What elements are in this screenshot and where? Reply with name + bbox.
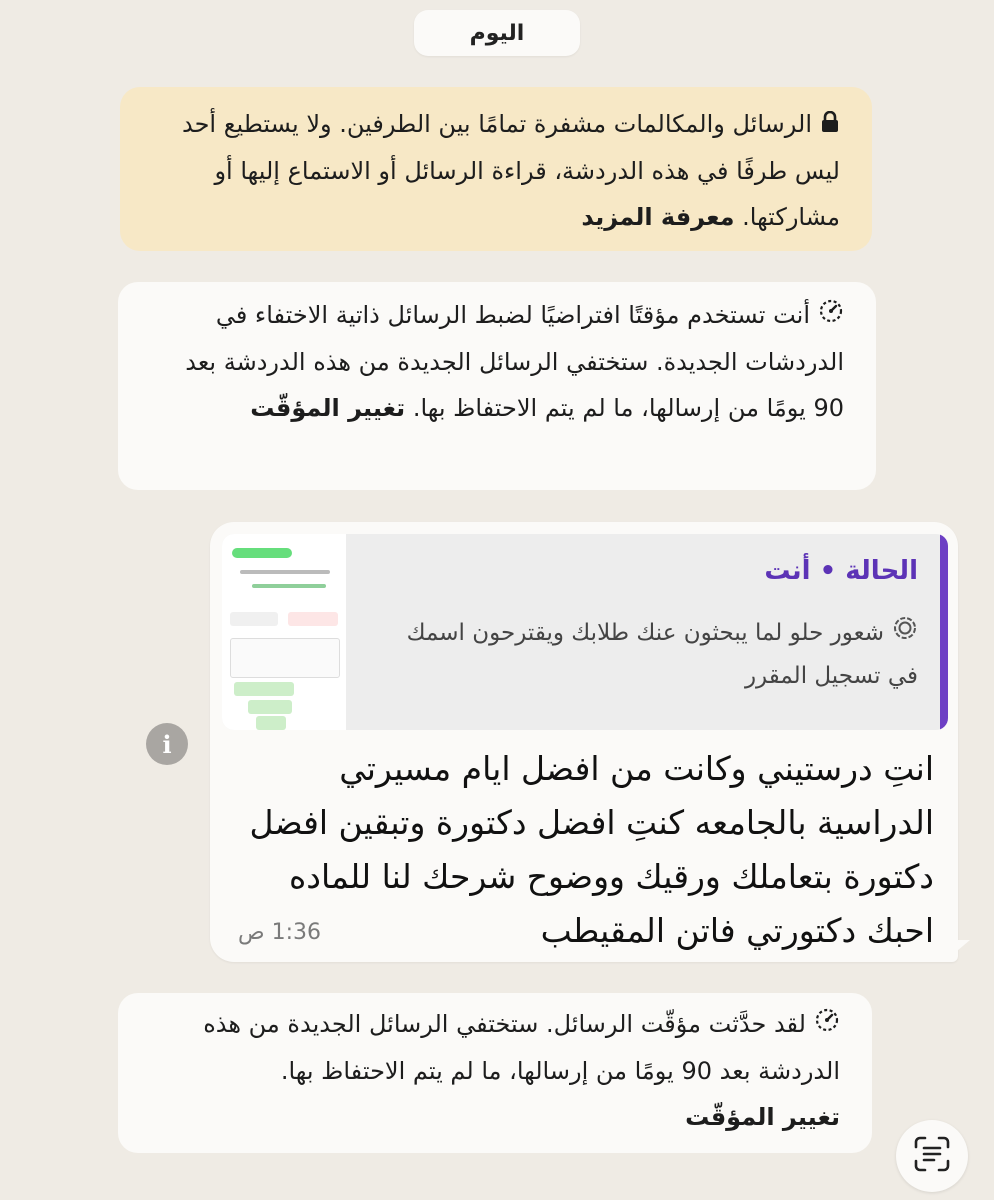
date-divider	[414, 10, 580, 56]
scan-text-button[interactable]	[896, 1120, 968, 1192]
change-timer-link[interactable]: تغيير المؤقّت	[250, 394, 406, 422]
status-reply-quote[interactable]	[222, 534, 948, 730]
message-text: انتِ درستيني وكانت من افضل ايام مسيرتي الدراسية بالجامعه كنتِ افضل دكتورة وتبقين افضل دكتورة بتعاملك ورقيك ووضوح شرحك لنا للماده احبك دكتورتي فاتن المقيطب	[249, 749, 934, 950]
updated-timer-notice[interactable]	[118, 993, 872, 1153]
status-icon	[892, 613, 918, 655]
scan-text-icon	[912, 1134, 952, 1178]
quote-title: الحالة • أنت	[764, 556, 918, 586]
lock-icon	[820, 102, 840, 148]
info-button[interactable]	[146, 723, 188, 765]
status-thumbnail	[222, 534, 346, 730]
message-time: 1:36 ص	[238, 920, 321, 945]
encryption-notice[interactable]	[120, 87, 872, 251]
updated-timer-text: لقد حدَّثت مؤقّت الرسائل. ستختفي الرسائل الجديدة من هذه الدردشة بعد 90 يومًا من إرسالها، ما لم يتم الاحتفاظ بها.	[203, 1010, 840, 1085]
timer-icon	[814, 1002, 840, 1048]
default-timer-text: أنت تستخدم مؤقتًا افتراضيًا لضبط الرسائل ذاتية الاختفاء في الدردشات الجديدة. ستختفي الرسائل الجديدة من هذه الدردشة بعد 90 يومًا من إرسالها، ما لم يتم الاحتفاظ بها.	[185, 301, 844, 422]
bubble-tail	[944, 940, 970, 962]
message-bubble[interactable]	[210, 522, 958, 962]
quote-accent-bar	[940, 534, 948, 730]
learn-more-link[interactable]: معرفة المزيد	[581, 203, 735, 231]
encryption-notice-text: الرسائل والمكالمات مشفرة تمامًا بين الطرفين. ولا يستطيع أحد ليس طرفًا في هذه الدردشة، قراءة الرسائل أو الاستماع إليها أو مشاركتها.	[181, 110, 840, 231]
default-timer-notice[interactable]	[118, 282, 876, 490]
date-divider-label: اليوم	[469, 20, 525, 46]
change-timer-link[interactable]: تغيير المؤقّت	[685, 1103, 840, 1131]
quote-text: شعور حلو لما يبحثون عنك طلابك ويقترحون اسمك في تسجيل المقرر	[406, 620, 918, 689]
timer-icon	[818, 293, 844, 339]
quote-text-row	[398, 612, 918, 697]
info-icon: i	[162, 729, 172, 759]
